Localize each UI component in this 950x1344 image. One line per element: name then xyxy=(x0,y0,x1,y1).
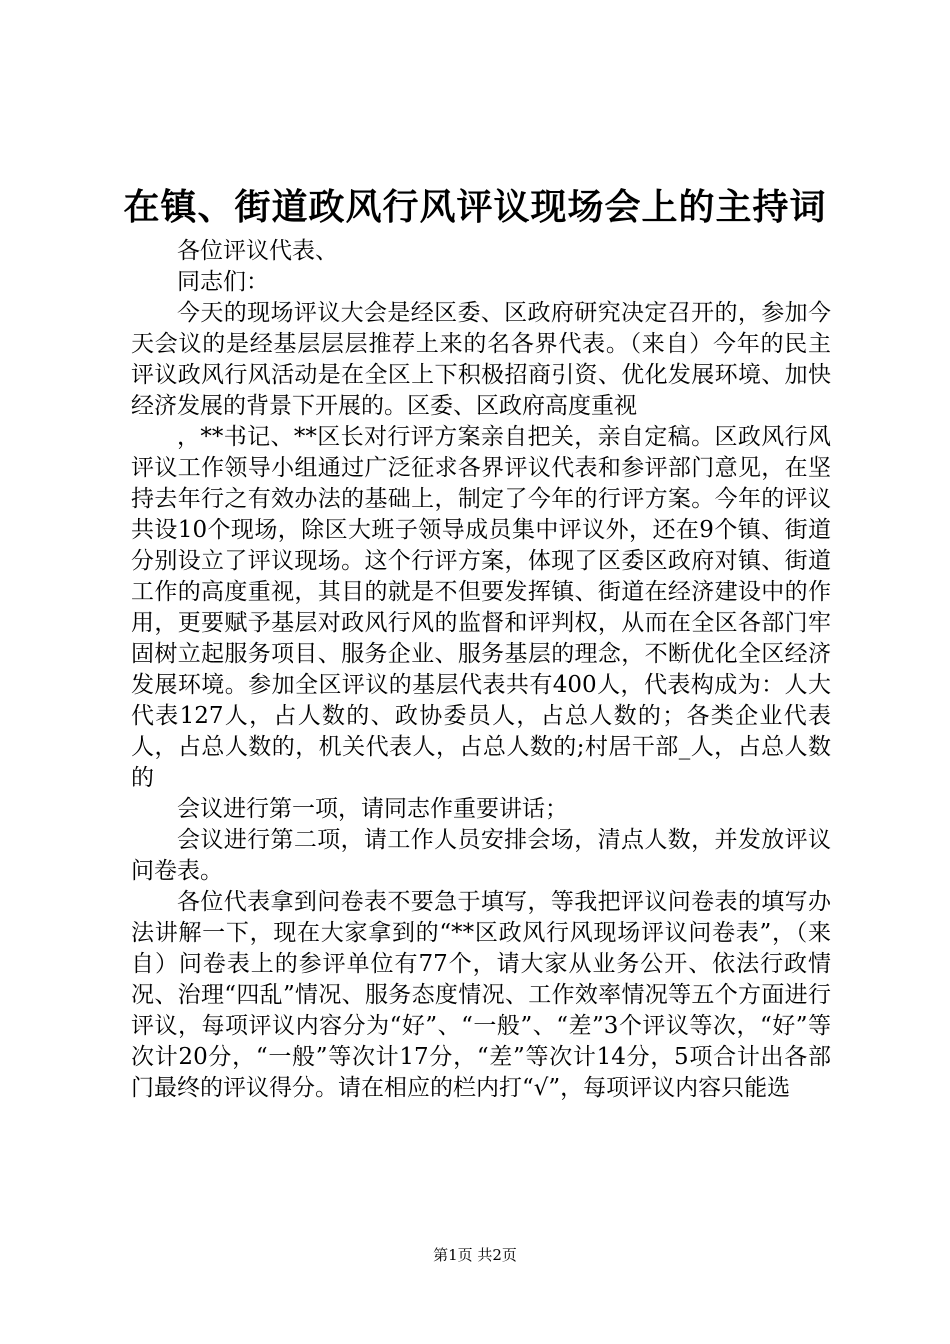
paragraph-item-1: 会议进行第一项，请同志作重要讲话； xyxy=(177,796,568,822)
paragraph-intro: 今天的现场评议大会是经区委、区政府研究决定召开的，参加今天会议的是经基层层层推荐上来的名各界代表。（来自）今年的民主评议政风行风活动是在全区上下积极招商引资、优化发展环境、加快经济发展的背景下开展的。区委、区政府高度重视 xyxy=(131,300,831,419)
paragraph-questionnaire: 各位代表拿到问卷表不要急于填写，等我把评议问卷表的填写办法讲解一下，现在大家拿到的“**区政风行风现场评议问卷表”，（来自）问卷表上的参评单位有77个，请大家从业务公开、依法行政情况、治理“四乱”情况、服务态度情况、工作效率情况等五个方面进行评议，每项评议内容分为“好”、“一般”、“差”3个评议等次，“好”等次计20分，“一般”等次计17分，“差”等次计14分，5项合计出各部门最终的评议得分。请在相应的栏内打“√”，每项评议内容只能选 xyxy=(131,889,831,1101)
salutation-line-1: 各位评议代表、 xyxy=(177,238,338,264)
salutation-line-2: 同志们： xyxy=(177,269,269,295)
paragraph-item-2: 会议进行第二项，请工作人员安排会场，清点人数，并发放评议问卷表。 xyxy=(131,827,831,884)
page-footer: 第1页 共2页 xyxy=(433,1246,517,1264)
paragraph-plan: ，**书记、**区长对行评方案亲自把关，亲自定稿。区政风行风评议工作领导小组通过广泛征求各界评议代表和参评部门意见，在坚持去年行之有效办法的基础上，制定了今年的行评方案。今年的评议共设10个现场，除区大班子领导成员集中评议外，还在9个镇、街道分别设立了评议现场。这个行评方案，体现了区委区政府对镇、街道工作的高度重视，其目的就是不但要发挥镇、街道在经济建设中的作用，更要赋予基层对政风行风的监督和评判权，从而在全区各部门牢固树立起服务项目、服务企业、服务基层的理念，不断优化全区经济发展环境。参加全区评议的基层代表共有400人，代表构成为：人大代表127人，占人数的、政协委员人，占总人数的；各类企业代表人，占总人数的，机关代表人，占总人数的;村居干部_人，占总人数的 xyxy=(131,424,831,791)
page-title: 在镇、街道政风行风评议现场会上的主持词 xyxy=(123,186,827,228)
document-body xyxy=(131,236,831,1104)
